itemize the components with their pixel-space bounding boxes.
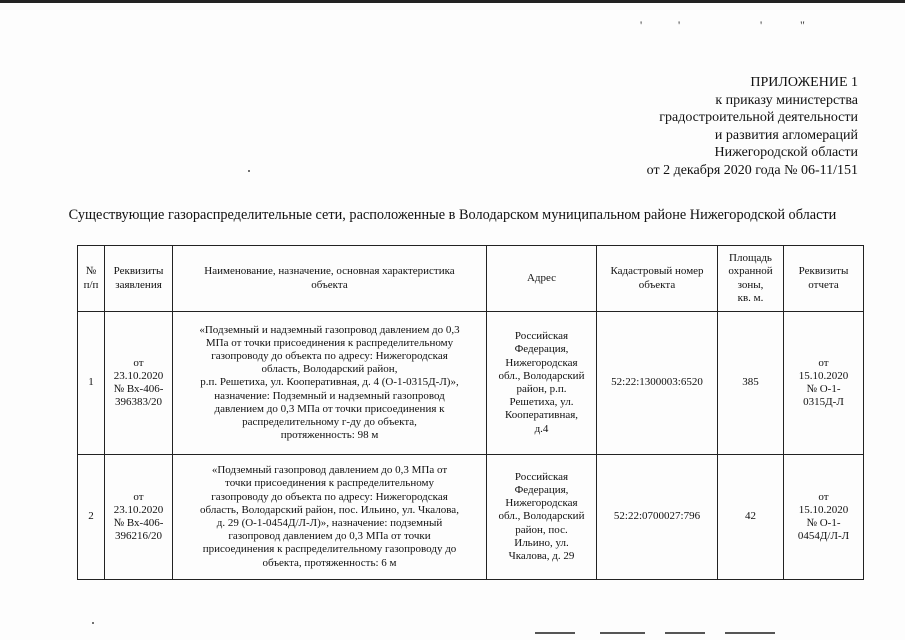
cell-area: 385	[718, 312, 784, 455]
appendix-line: и развития агломераций	[714, 127, 858, 143]
scan-speck	[248, 170, 250, 172]
scan-speck	[92, 622, 94, 624]
scan-artifact	[600, 632, 645, 634]
table-row	[78, 312, 864, 455]
cell-request: от 23.10.2020 № Вх-406- 396216/20	[105, 455, 173, 580]
appendix-header	[538, 74, 858, 180]
appendix-line: от 2 декабря 2020 года № 06-11/151	[646, 162, 858, 178]
header-area: Площадь охранной зоны, кв. м.	[718, 246, 784, 312]
scan-artifact	[725, 632, 775, 634]
header-number: № п/п	[78, 246, 105, 312]
scan-top-border	[0, 0, 905, 3]
table-row	[78, 455, 864, 580]
appendix-line: градостроительной деятельности	[659, 110, 858, 126]
cell-cadastral: 52:22:0700027:796	[597, 455, 718, 580]
cell-cadastral: 52:22:1300003:6520	[597, 312, 718, 455]
header-address: Адрес	[487, 246, 597, 312]
header-description: Наименование, назначение, основная характеристика объекта	[173, 246, 487, 312]
header-cadastral: Кадастровый номер объекта	[597, 246, 718, 312]
appendix-line: Нижегородской области	[714, 145, 858, 161]
appendix-line: ПРИЛОЖЕНИЕ 1	[750, 75, 858, 90]
cell-address: Российская Федерация, Нижегородская обл., Володарский район, р.п. Решетиха, ул. Кооперативная, д.4	[487, 312, 597, 455]
document-title: Существующие газораспределительные сети, расположенные в Володарском муниципальном районе Нижегородской области	[68, 207, 837, 223]
cell-request: от 23.10.2020 № Вх-406- 396383/20	[105, 312, 173, 455]
table-header-row	[78, 246, 864, 312]
scan-artifact	[535, 632, 575, 634]
cell-number: 1	[78, 312, 105, 455]
header-report: Реквизиты отчета	[784, 246, 864, 312]
scan-artifact	[665, 632, 705, 634]
cell-report: от 15.10.2020 № О-1- 0315Д-Л	[784, 312, 864, 455]
cell-description: «Подземный и надземный газопровод давлением до 0,3 МПа от точки присоединения к распределительному газопроводу до объекта по адресу: Нижегородская область, Володарский район, р.п. Решетиха, ул. Кооперативная, д. 4 (О-1-0315Д-Л)», назначение: Подземный и надземный газопровод давлением до 0,3 МПа от точки присоединения к распределительному г-ду до объекта, протяженность: 98 м	[173, 312, 487, 455]
cell-report: от 15.10.2020 № О-1- 0454Д/Л-Л	[784, 455, 864, 580]
header-request: Реквизиты заявления	[105, 246, 173, 312]
cell-number: 2	[78, 455, 105, 580]
gas-network-table	[77, 245, 864, 580]
cell-address: Российская Федерация, Нижегородская обл., Володарский район, пос. Ильино, ул. Чкалова, д. 29	[487, 455, 597, 580]
cell-description: «Подземный газопровод давлением до 0,3 МПа от точки присоединения к распределительному газопроводу до объекта по адресу: Нижегородская область, Володарский район, пос. Ильино, ул. Чкалова, д. 29 (О-1-0454Д/Л-Л)», назначение: подземный газопровод давлением до 0,3 МПа от точки присоединения к распределительному газопроводу до объекта, протяженность: 6 м	[173, 455, 487, 580]
appendix-line: к приказу министерства	[715, 92, 858, 108]
cell-area: 42	[718, 455, 784, 580]
